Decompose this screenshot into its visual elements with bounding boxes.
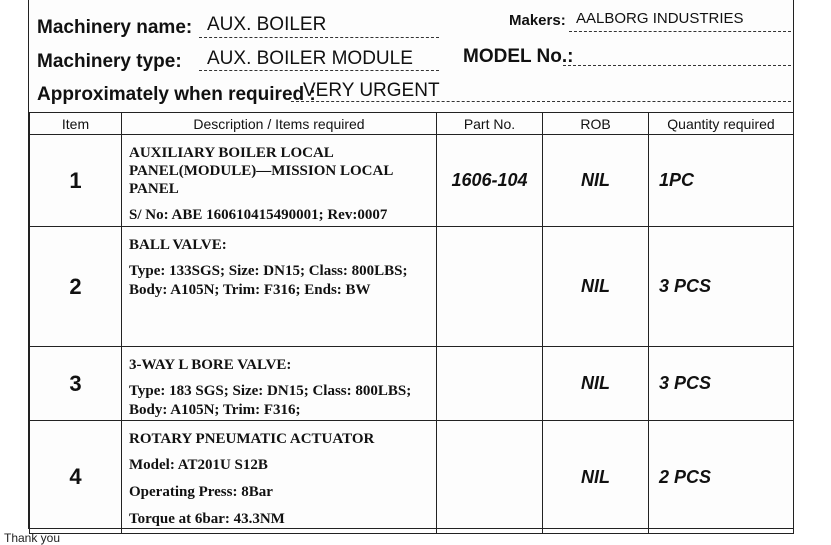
col-header-item: Item [30, 113, 122, 135]
item-title: 3-WAY L BORE VALVE: [129, 357, 292, 373]
makers-underline [569, 31, 791, 32]
items-table [29, 112, 794, 534]
col-header-description: Description / Items required [122, 113, 437, 135]
machinery-type-underline [199, 70, 439, 71]
item-detail: S/ No: ABE 160610415490001; Rev:0007 [129, 207, 388, 223]
footer-thank-you: Thank you [4, 531, 61, 545]
item-title: BALL VALVE: [129, 237, 227, 253]
item-quantity: 3 PCS [649, 347, 794, 421]
machinery-type-value: AUX. BOILER MODULE [207, 48, 413, 69]
item-rob: NIL [543, 421, 649, 534]
model-label: MODEL No.: [463, 46, 574, 67]
item-description [122, 421, 437, 534]
required-underline [291, 101, 791, 102]
table-row [30, 227, 794, 347]
col-header-rob: ROB [543, 113, 649, 135]
col-header-part-no: Part No. [437, 113, 543, 135]
item-detail: Operating Press: 8Bar [129, 484, 273, 500]
item-part-no [437, 227, 543, 347]
item-rob: NIL [543, 227, 649, 347]
item-part-no: 1606-104 [437, 135, 543, 227]
machinery-name-label: Machinery name: [37, 17, 193, 38]
machinery-type-label: Machinery type: [37, 51, 182, 72]
item-number: 3 [30, 347, 122, 421]
table-header-row [30, 113, 794, 135]
requisition-form [28, 0, 794, 529]
table-row [30, 135, 794, 227]
item-description [122, 347, 437, 421]
item-description [122, 135, 437, 227]
item-title: ROTARY PNEUMATIC ACTUATOR [129, 431, 375, 447]
table-row [30, 421, 794, 534]
item-detail: Type: 133SGS; Size: DN15; Class: 800LBS; Body: A105N; Trim: F316; Ends: BW [129, 263, 408, 298]
machinery-name-value: AUX. BOILER [207, 14, 327, 35]
item-detail: Type: 183 SGS; Size: DN15; Class: 800LBS; Body: A105N; Trim: F316; [129, 383, 412, 418]
item-quantity: 2 PCS [649, 421, 794, 534]
item-quantity: 1PC [649, 135, 794, 227]
col-header-quantity: Quantity required [649, 113, 794, 135]
item-number: 2 [30, 227, 122, 347]
item-quantity: 3 PCS [649, 227, 794, 347]
item-number: 1 [30, 135, 122, 227]
table-row [30, 347, 794, 421]
model-underline [563, 65, 791, 66]
required-value: VERY URGENT [303, 80, 440, 101]
item-part-no [437, 421, 543, 534]
item-description [122, 227, 437, 347]
item-rob: NIL [543, 135, 649, 227]
item-detail: Torque at 6bar: 43.3NM [129, 511, 285, 527]
item-detail: Model: AT201U S12B [129, 457, 268, 473]
required-label: Approximately when required : [37, 84, 316, 105]
makers-label: Makers: [509, 12, 566, 29]
item-number: 4 [30, 421, 122, 534]
item-part-no [437, 347, 543, 421]
item-rob: NIL [543, 347, 649, 421]
makers-value: AALBORG INDUSTRIES [576, 10, 744, 27]
item-title: AUXILIARY BOILER LOCAL PANEL(MODULE)—MISSION LOCAL PANEL [129, 145, 393, 197]
machinery-name-underline [199, 37, 439, 38]
